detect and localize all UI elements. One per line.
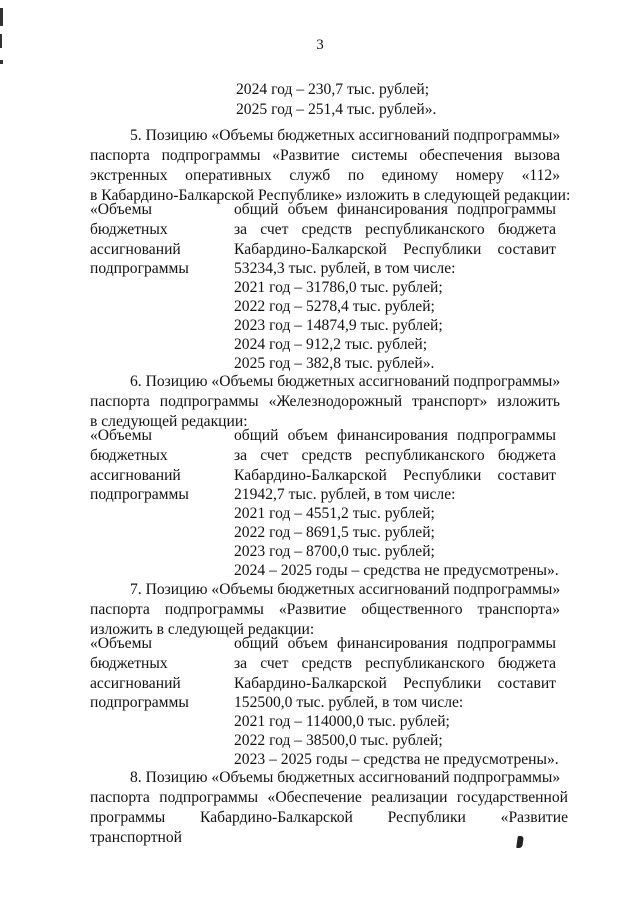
right-col-line: 2022 год – 8691,5 тыс. рублей; <box>234 524 435 541</box>
left-col-label: ассигнований <box>90 467 181 484</box>
right-col-line: 21942,7 тыс. рублей, в том числе: <box>234 486 456 503</box>
right-col-line: за счет средств республиканского бюджета <box>234 447 556 464</box>
right-col-line: общий объем финансирования подпрограммы <box>234 427 556 444</box>
left-col-label: бюджетных <box>90 221 168 238</box>
right-col-line: Кабардино-Балкарской Республики составит <box>234 241 556 258</box>
right-col-line: за счет средств республиканского бюджета <box>234 655 556 672</box>
left-col-label: «Объемы <box>90 201 152 218</box>
right-col-line: 2024 год – 912,2 тыс. рублей; <box>234 336 428 353</box>
right-col-line: 2021 год – 31786,0 тыс. рублей; <box>234 279 443 296</box>
right-col-line: Кабардино-Балкарской Республики составит <box>234 675 556 692</box>
left-col-label: «Объемы <box>90 635 152 652</box>
continuation-line: 2025 год – 251,4 тыс. рублей». <box>236 101 437 118</box>
right-col-line: 2021 год – 114000,0 тыс. рублей; <box>234 713 450 730</box>
left-col-label: бюджетных <box>90 655 168 672</box>
right-col-line: 2025 год – 382,8 тыс. рублей». <box>234 355 435 372</box>
paragraph-7-line: паспорта подпрограммы «Развитие общественного транспорта» <box>90 601 560 618</box>
paragraph-7-line: 7. Позицию «Объемы бюджетных ассигнований подпрограммы» <box>130 581 561 598</box>
paragraph-5-line: паспорта подпрограммы «Развитие системы обеспечения вызова <box>90 147 560 164</box>
right-col-line: 152500,0 тыс. рублей, в том числе: <box>234 694 464 711</box>
paragraph-7-line: изложить в следующей редакции: <box>90 621 315 638</box>
scan-edge-mark <box>0 60 3 64</box>
paragraph-8-line: программы Кабардино-Балкарской Республики «Развитие транспортной <box>90 809 568 846</box>
paragraph-6-line: 6. Позицию «Объемы бюджетных ассигнований подпрограммы» <box>130 373 561 390</box>
left-col-label: ассигнований <box>90 675 181 692</box>
right-col-line: 2023 год – 14874,9 тыс. рублей; <box>234 317 443 334</box>
right-col-line: 53234,3 тыс. рублей, в том числе: <box>234 260 456 277</box>
right-col-line: общий объем финансирования подпрограммы <box>234 201 556 218</box>
right-col-line: Кабардино-Балкарской Республики составит <box>234 467 556 484</box>
left-col-label: подпрограммы <box>90 260 189 277</box>
paragraph-8-line: паспорта подпрограммы «Обеспечение реализации государственной <box>90 789 568 806</box>
right-col-line: общий объем финансирования подпрограммы <box>234 635 556 652</box>
left-col-label: подпрограммы <box>90 486 189 503</box>
continuation-line: 2024 год – 230,7 тыс. рублей; <box>236 81 430 98</box>
right-col-line: за счет средств республиканского бюджета <box>234 221 556 238</box>
paragraph-6-line: паспорта подпрограммы «Железнодорожный транспорт» изложить <box>90 393 560 410</box>
left-col-label: «Объемы <box>90 427 152 444</box>
left-col-label: ассигнований <box>90 241 181 258</box>
left-col-label: бюджетных <box>90 447 168 464</box>
right-col-line: 2022 год – 5278,4 тыс. рублей; <box>234 298 435 315</box>
right-col-line: 2024 – 2025 годы – средства не предусмотрены». <box>234 562 559 579</box>
right-col-line: 2021 год – 4551,2 тыс. рублей; <box>234 505 435 522</box>
right-col-line: 2023 – 2025 годы – средства не предусмотрены». <box>234 751 559 768</box>
paragraph-6-line: в следующей редакции: <box>90 413 248 430</box>
left-col-label: подпрограммы <box>90 694 189 711</box>
scan-edge-mark <box>0 8 3 26</box>
paragraph-5-line: в Кабардино-Балкарской Республике» изложить в следующей редакции: <box>90 187 571 204</box>
paragraph-5-line: 5. Позицию «Объемы бюджетных ассигнований подпрограммы» <box>130 127 561 144</box>
paragraph-8-line: 8. Позицию «Объемы бюджетных ассигнований подпрограммы» <box>130 769 561 786</box>
right-col-line: 2023 год – 8700,0 тыс. рублей; <box>234 543 435 560</box>
page-number: 3 <box>316 37 324 53</box>
right-col-line: 2022 год – 38500,0 тыс. рублей; <box>234 732 443 749</box>
paragraph-5-line: экстренных оперативных служб по единому номеру «112» <box>90 167 560 184</box>
